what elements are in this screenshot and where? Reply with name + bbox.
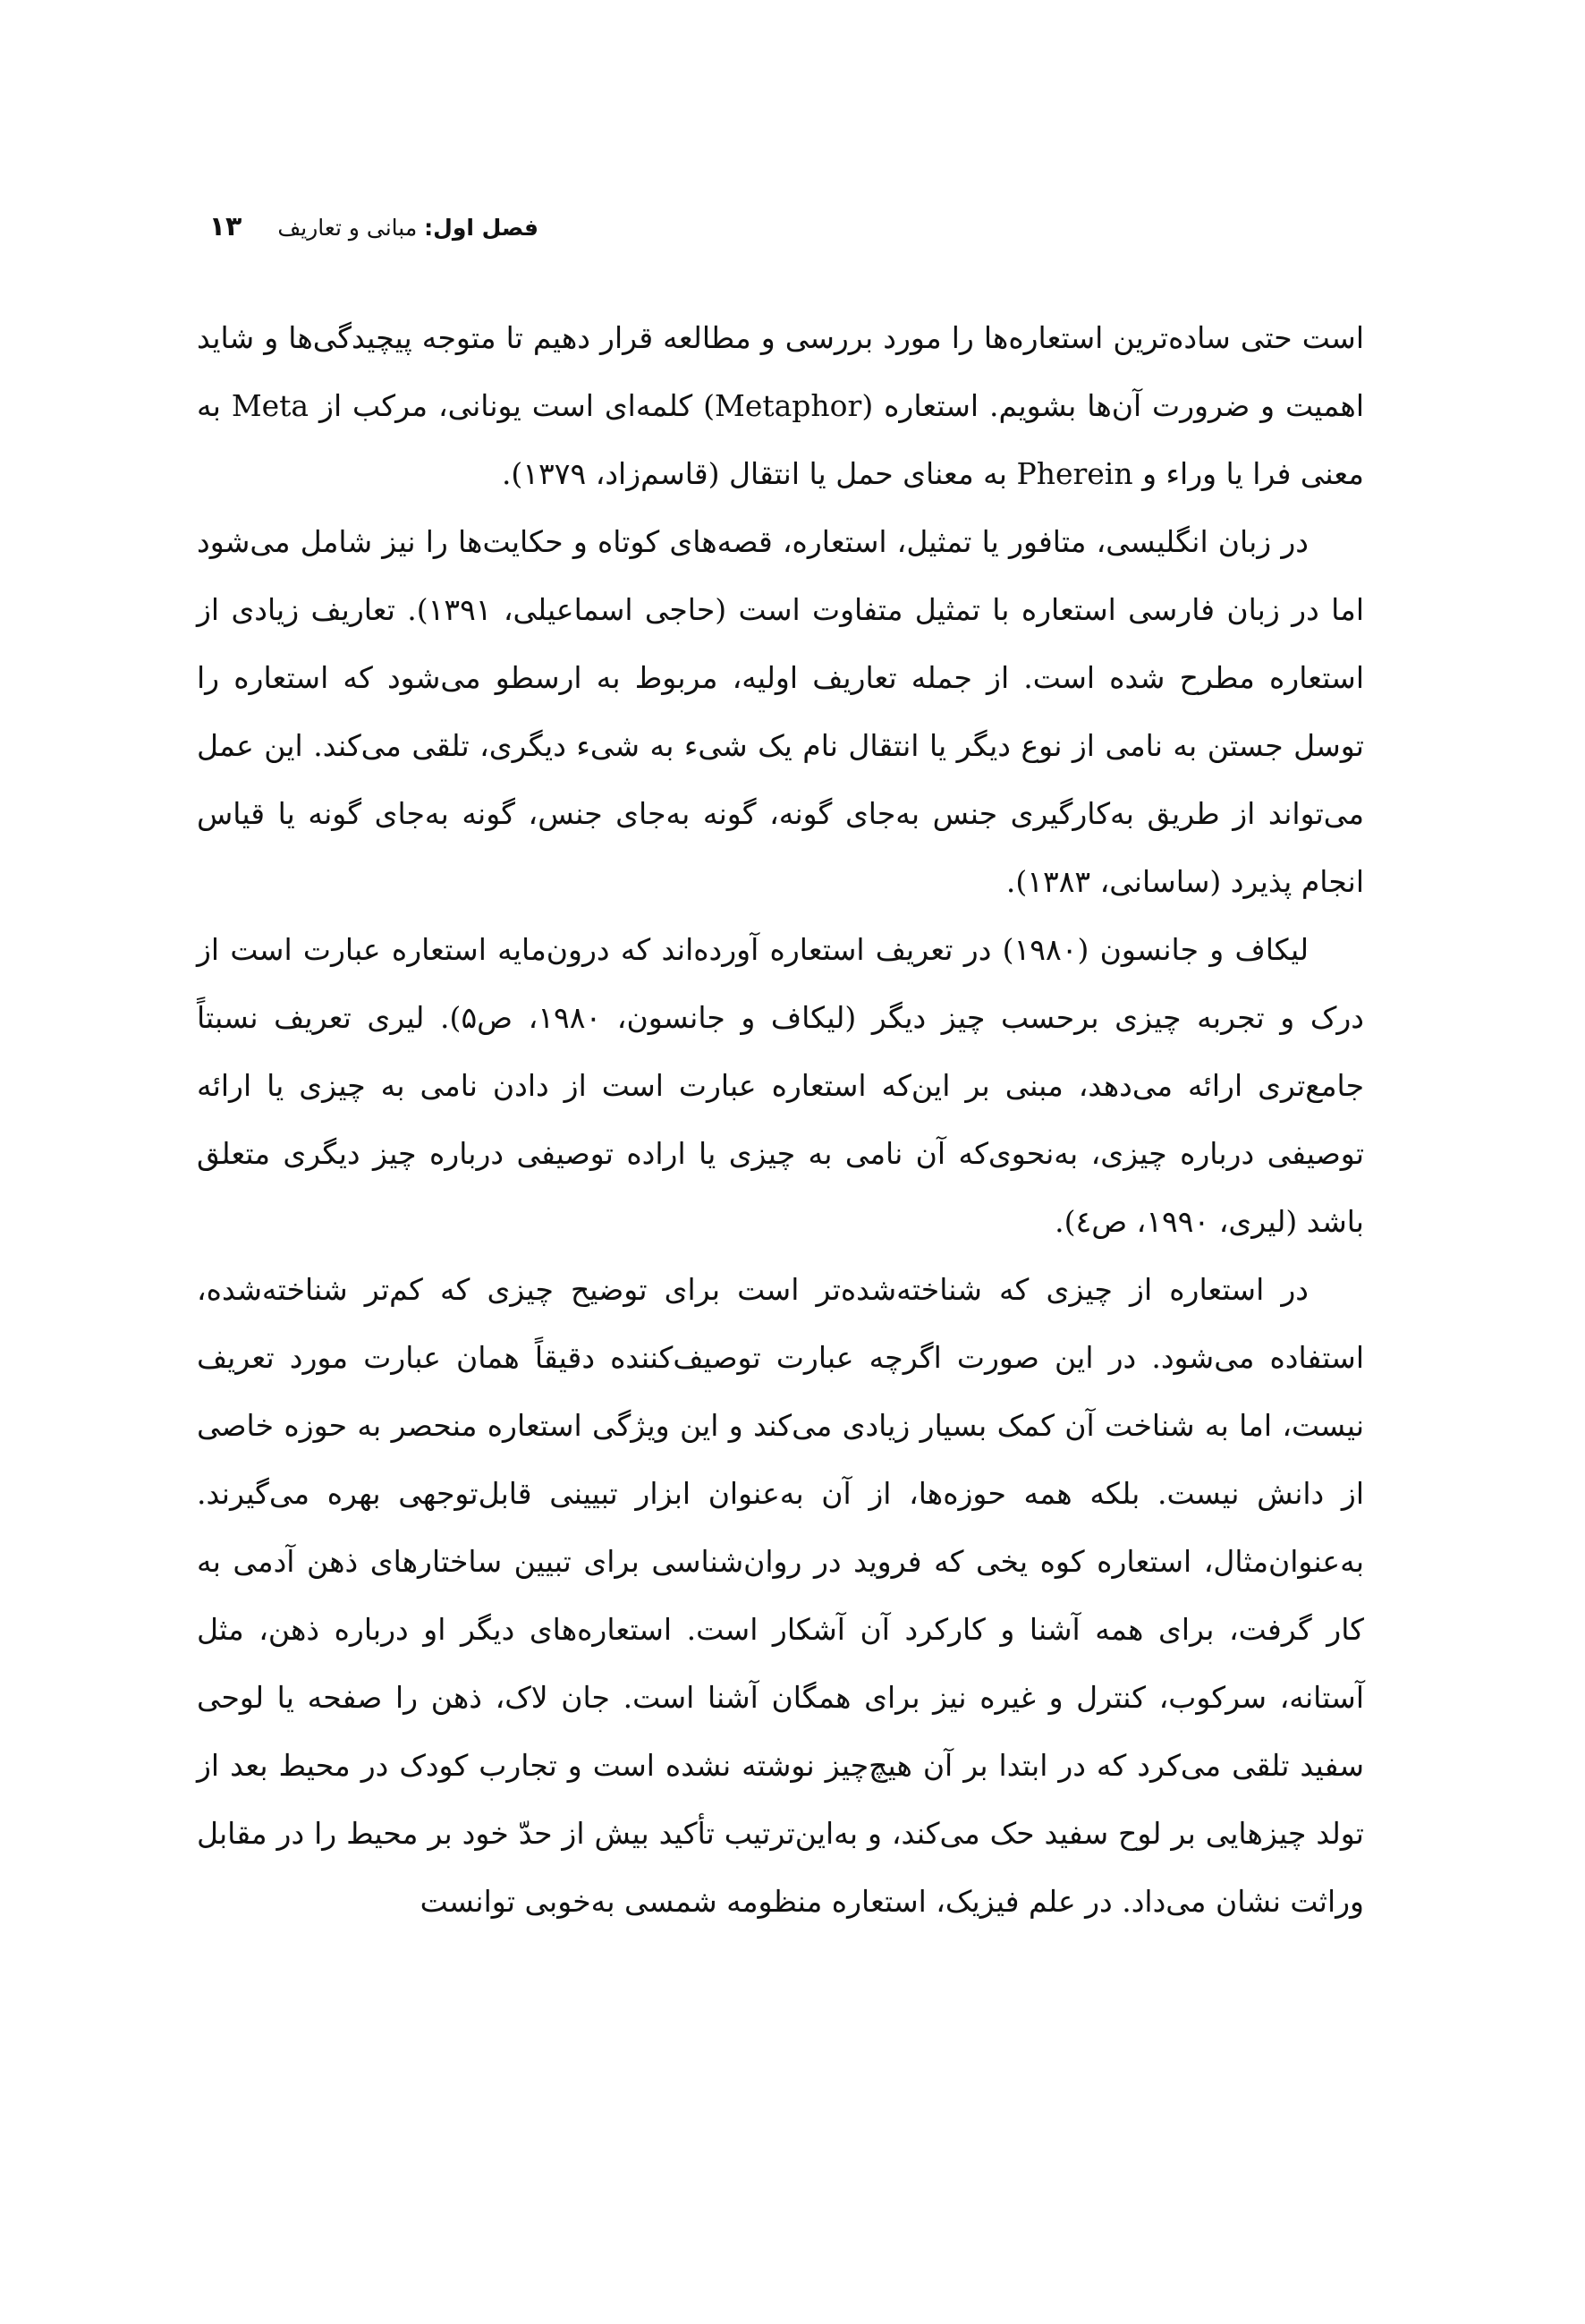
page-number: ۱۳: [208, 211, 242, 242]
chapter-heading: [277, 215, 538, 241]
paragraph-4: در استعاره از چیزی که شناخته‌شده‌تر است برای توضیح چیزی که کم‌تر شناخته‌شده، استفاده می‌شود. در این صورت اگرچه عبارت توصیف‌کننده دقیقاً همان عبارت مورد تعریف نیست، اما به شناخت آن کمک بسیار زیادی می‌کند و این ویژگی استعاره منحصر به حوزه خاصی از دانش نیست. بلکه همه حوزه‌ها، از آن به‌عنوان ابزار تبیینی قابل‌توجهی بهره می‌گیرند. به‌عنوان‌مثال، استعاره کوه یخی که فروید در روان‌شناسی برای تبیین ساختارهای ذهن آدمی به کار گرفت، برای همه آشنا و کارکرد آن آشکار است. استعاره‌های دیگر او درباره ذهن، مثل آستانه، سرکوب، کنترل و غیره نیز برای همگان آشنا است. جان لاک، ذهن را صفحه یا لوحی سفید تلقی می‌کرد که در ابتدا بر آن هیچ‌چیز نوشته نشده است و تجارب کودک در محیط بعد از تولد چیزهایی بر لوح سفید حک می‌کند، و به‌این‌ترتیب تأکید بیش از حدّ خود بر محیط را در مقابل وراثت نشان می‌داد. در علم فیزیک، استعاره منظومه شمسی به‌خوبی توانست: [197, 1272, 1364, 1919]
paragraph-2: در زبان انگلیسی، متافور یا تمثیل، استعاره، قصه‌های کوتاه و حکایت‌ها را نیز شامل می‌شود اما در زبان فارسی استعاره با تمثیل متفاوت است (حاجی اسماعیلی، ۱۳۹۱). تعاریف زیادی از استعاره مطرح شده است. از جمله تعاریف اولیه، مربوط به ارسطو می‌شود که استعاره را توسل جستن به نامی از نوع دیگر یا انتقال نام یک شیء به شیء دیگری، تلقی می‌کند. این عمل می‌تواند از طریق به‌کارگیری جنس به‌جای گونه، گونه به‌جای جنس، گونه به‌جای گونه یا قیاس انجام پذیرد (ساسانی، ۱۳۸۳).: [197, 524, 1364, 899]
paragraph-3: لیکاف و جانسون (۱۹۸۰) در تعریف استعاره آورده‌اند که درون‌مایه استعاره عبارت است از درک و تجربه چیزی برحسب چیز دیگر (لیکاف و جانسون، ۱۹۸۰، ص۵). لیری تعریف نسبتاً جامع‌تری ارائه می‌دهد، مبنی بر این‌که استعاره عبارت است از دادن نامی به چیزی یا ارائه توصیفی درباره چیزی، به‌نحوی‌که آن نامی به چیزی یا اراده توصیفی درباره چیز دیگری متعلق باشد (لیری، ۱۹۹۰، ص٤).: [197, 932, 1364, 1239]
chapter-title: مبانی و تعاریف: [277, 215, 418, 241]
paragraph-1: است حتی ساده‌ترین استعاره‌ها را مورد بررسی و مطالعه قرار دهیم تا متوجه پیچیدگی‌ها و شاید اهمیت و ضرورت آن‌ها بشویم. استعاره (Metaphor) کلمه‌ای است یونانی، مرکب از Meta به معنی فرا یا وراء و Pherein به معنای حمل یا انتقال (قاسم‌زاد، ۱۳۷۹).: [197, 320, 1365, 491]
running-header: [199, 211, 538, 242]
chapter-label: فصل اول:: [424, 215, 538, 241]
body-text: [197, 304, 1364, 1936]
